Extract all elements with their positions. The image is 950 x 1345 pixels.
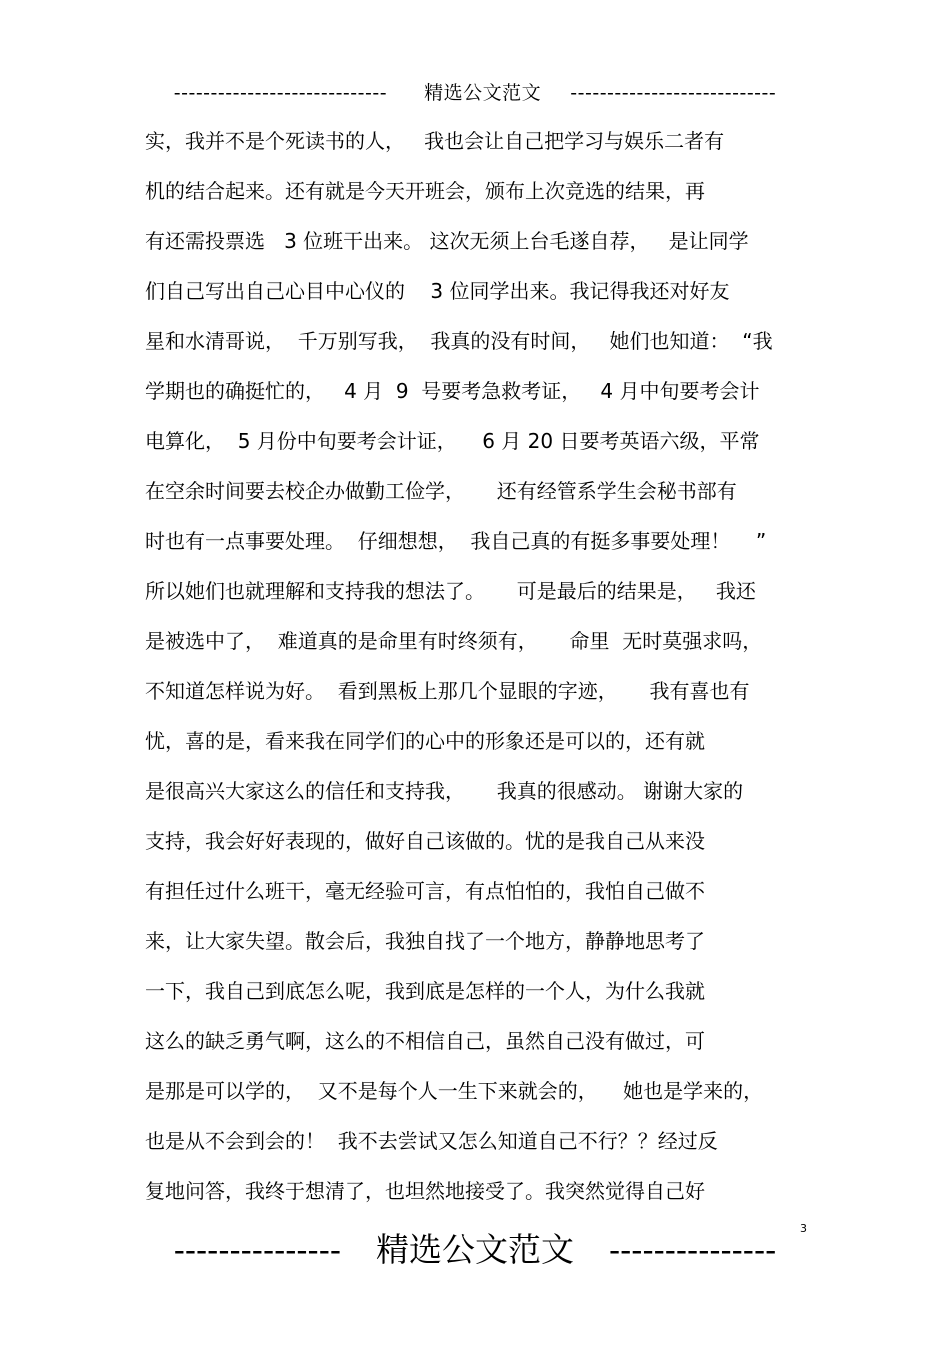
text-line: 一下，我自己到底怎么呢，我到底是怎样的一个人，为什么我就 bbox=[145, 979, 705, 1003]
page-header bbox=[0, 78, 950, 105]
body-text bbox=[145, 123, 825, 1223]
text-line: 们自己写出自己心目中心仪的 3 位同学出来。我记得我还对好友 bbox=[145, 279, 730, 303]
text-line: 电算化， 5 月份中旬要考会计证， 6 月 20 日要考英语六级，平常 bbox=[145, 429, 760, 453]
text-line: 学期也的确挺忙的， 4 月 9 号要考急救考证， 4 月中旬要考会计 bbox=[145, 379, 760, 403]
text-line: 实，我并不是个死读书的人， 我也会让自己把学习与娱乐二者有 bbox=[145, 129, 725, 153]
text-line: 是被选中了， 难道真的是命里有时终须有， 命里 无时莫强求吗， bbox=[145, 629, 763, 653]
text-line: 不知道怎样说为好。 看到黑板上那几个显眼的字迹， 我有喜也有 bbox=[145, 679, 750, 703]
text-line: 忧，喜的是，看来我在同学们的心中的形象还是可以的，还有就 bbox=[145, 729, 705, 753]
header-title: 精选公文范文 bbox=[424, 82, 542, 104]
text-line: 在空余时间要去校企办做勤工俭学， 还有经管系学生会秘书部有 bbox=[145, 479, 737, 503]
text-line: 有担任过什么班干，毫无经验可言，有点怕怕的，我怕自己做不 bbox=[145, 879, 705, 903]
text-line: 时也有一点事要处理。 仔细想想， 我自己真的有挺多事要处理！ ” bbox=[145, 529, 767, 553]
text-line: 也是从不会到会的！ 我不去尝试又怎么知道自己不行？？经过反 bbox=[145, 1129, 718, 1153]
text-line: 是很高兴大家这么的信任和支持我， 我真的很感动。 谢谢大家的 bbox=[145, 779, 744, 803]
footer-right-rule: --------------- bbox=[609, 1230, 777, 1269]
text-line: 有还需投票选 3 位班干出来。 这次无须上台毛遂自荐， 是让同学 bbox=[145, 229, 749, 253]
header-left-rule: ----------------------------- bbox=[173, 82, 388, 104]
footer-title: 精选公文范文 bbox=[376, 1230, 574, 1269]
footer-left-rule: --------------- bbox=[173, 1230, 341, 1269]
text-line: 星和水清哥说， 千万别写我， 我真的没有时间， 她们也知道： “我 bbox=[145, 329, 773, 353]
text-line: 支持，我会好好表现的，做好自己该做的。忧的是我自己从来没 bbox=[145, 829, 705, 853]
text-line: 来，让大家失望。散会后，我独自找了一个地方，静静地思考了 bbox=[145, 929, 705, 953]
text-line: 这么的缺乏勇气啊，这么的不相信自己，虽然自己没有做过，可 bbox=[145, 1029, 705, 1053]
page-number: 3 bbox=[800, 1222, 807, 1235]
text-line: 机的结合起来。还有就是今天开班会，颁布上次竞选的结果，再 bbox=[145, 179, 705, 203]
text-line: 是那是可以学的， 又不是每个人一生下来就会的， 她也是学来的， bbox=[145, 1079, 764, 1103]
header-right-rule: ---------------------------- bbox=[570, 82, 777, 104]
text-line: 复地问答，我终于想清了，也坦然地接受了。我突然觉得自己好 bbox=[145, 1179, 705, 1203]
page-footer bbox=[0, 1224, 950, 1271]
text-line: 所以她们也就理解和支持我的想法了。 可是最后的结果是， 我还 bbox=[145, 579, 756, 603]
